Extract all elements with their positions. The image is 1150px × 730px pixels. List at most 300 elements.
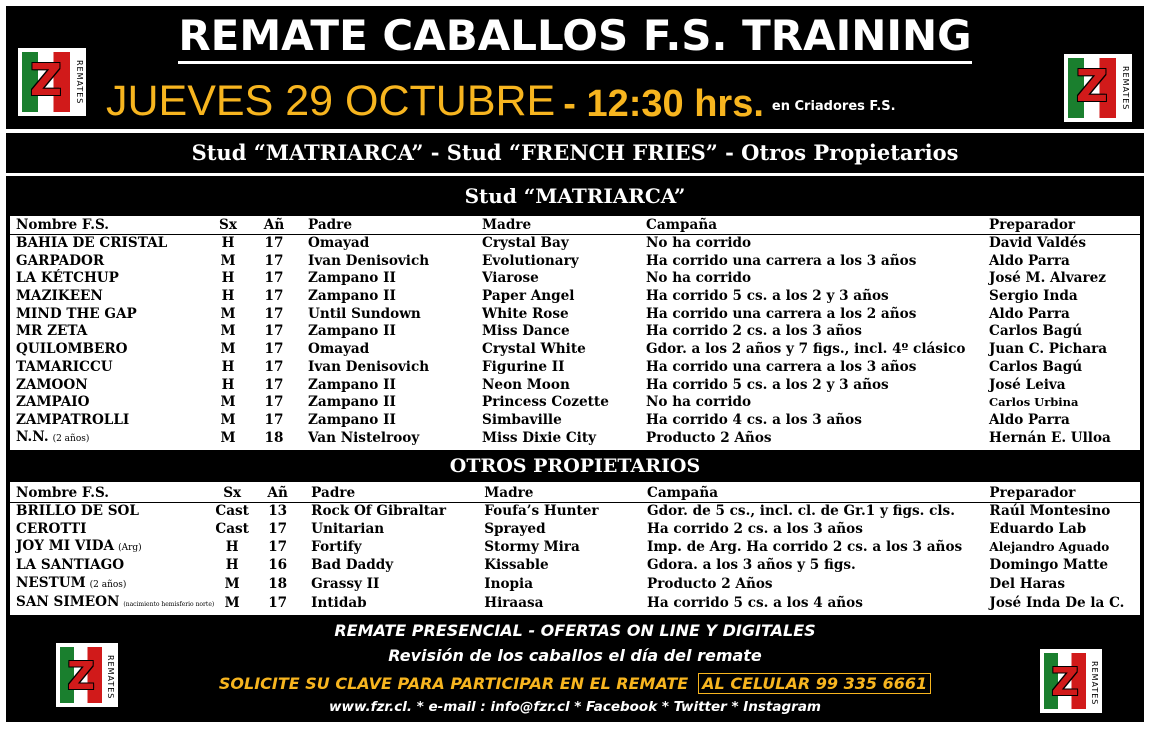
col-an: Añ bbox=[263, 217, 285, 234]
cell-sx-text: M bbox=[220, 252, 236, 269]
cell-madre bbox=[476, 288, 640, 306]
cell-nombre-text: NESTUM bbox=[16, 574, 86, 591]
cell-an bbox=[246, 288, 302, 306]
cell-campana-text: Ha corrido 2 cs. a los 3 años bbox=[647, 520, 863, 537]
cell-an-text: 16 bbox=[268, 557, 288, 574]
table-header bbox=[10, 217, 1140, 235]
cell-sx bbox=[210, 323, 246, 341]
col-nombre: Nombre F.S. bbox=[16, 485, 110, 502]
cell-campana bbox=[641, 594, 983, 613]
cell-campana bbox=[640, 270, 983, 288]
logo-letter: Z bbox=[1051, 660, 1079, 704]
cell-sx bbox=[210, 235, 246, 253]
cell-madre bbox=[476, 270, 640, 288]
cell-campana-text: Gdora. a los 3 años y 5 figs. bbox=[647, 557, 856, 574]
horse-note: (2 años) bbox=[89, 579, 127, 590]
table-row bbox=[10, 538, 1140, 557]
cell-madre bbox=[476, 341, 640, 359]
cell-madre bbox=[478, 557, 641, 575]
cell-padre-text: Bad Daddy bbox=[311, 557, 394, 574]
cell-sx bbox=[210, 288, 246, 306]
header-banner bbox=[6, 6, 1144, 129]
cell-padre bbox=[305, 520, 478, 538]
cell-an-text: 17 bbox=[264, 376, 284, 393]
cell-nombre-text: QUILOMBERO bbox=[16, 341, 128, 358]
cell-an-text: 17 bbox=[264, 323, 284, 340]
footer-line-2: Revisión de los caballos el día del remate bbox=[388, 646, 762, 665]
cell-sx-text: H bbox=[221, 270, 235, 287]
cell-nombre-text: ZAMPAIO bbox=[16, 394, 90, 411]
cell-sx bbox=[214, 520, 250, 538]
cell-an bbox=[250, 538, 305, 557]
cell-nombre bbox=[10, 557, 214, 575]
cell-preparador-text: Carlos Bagú bbox=[989, 323, 1083, 340]
cell-campana bbox=[640, 429, 983, 448]
table-border-right bbox=[1140, 216, 1144, 450]
logo-letter: Z bbox=[1076, 61, 1108, 112]
logo-side-text: REMATES bbox=[106, 654, 115, 700]
cell-padre-text: Fortify bbox=[311, 539, 362, 556]
cell-preparador-text: José Inda De la C. bbox=[989, 594, 1125, 611]
cell-an-text: 17 bbox=[268, 594, 288, 611]
cell-campana bbox=[640, 323, 983, 341]
cell-preparador-text: Sergio Inda bbox=[989, 288, 1078, 305]
col-an: Añ bbox=[267, 485, 288, 502]
cell-padre-text: Ivan Denisovich bbox=[308, 358, 430, 375]
cell-nombre-text: ZAMOON bbox=[16, 376, 88, 393]
cell-campana-text: Ha corrido 5 cs. a los 2 y 3 años bbox=[646, 288, 889, 305]
table-row bbox=[10, 359, 1140, 377]
cell-padre bbox=[302, 412, 476, 430]
cell-madre-text: Princess Cozette bbox=[482, 394, 609, 411]
table-row bbox=[10, 520, 1140, 538]
cell-padre-text: Zampano II bbox=[308, 376, 396, 393]
cell-nombre bbox=[10, 235, 210, 253]
cell-campana-text: Ha corrido 5 cs. a los 4 años bbox=[647, 594, 863, 611]
cell-preparador bbox=[983, 503, 1140, 521]
cell-preparador-text: Aldo Parra bbox=[989, 411, 1070, 428]
cell-madre bbox=[478, 503, 641, 521]
cell-preparador bbox=[983, 557, 1140, 575]
cell-sx bbox=[210, 341, 246, 359]
cell-an bbox=[250, 520, 305, 538]
cell-padre-text: Omayad bbox=[308, 235, 370, 252]
cell-madre-text: Foufa’s Hunter bbox=[484, 503, 599, 520]
cell-an-text: 17 bbox=[264, 235, 284, 252]
cell-sx bbox=[210, 394, 246, 412]
cell-campana-text: No ha corrido bbox=[646, 235, 752, 252]
table-row bbox=[10, 429, 1140, 448]
cell-nombre bbox=[10, 503, 214, 521]
cell-padre-text: Zampano II bbox=[308, 394, 396, 411]
cell-campana-text: No ha corrido bbox=[646, 270, 752, 287]
event-date: JUEVES 29 OCTUBRE bbox=[106, 77, 556, 125]
cell-nombre bbox=[10, 270, 210, 288]
section-title-matriarca: Stud “MATRIARCA” bbox=[6, 176, 1144, 216]
cell-padre bbox=[305, 594, 478, 613]
cell-nombre-text: BRILLO DE SOL bbox=[16, 503, 139, 520]
cell-sx bbox=[210, 376, 246, 394]
cell-nombre bbox=[10, 594, 214, 613]
cell-preparador-text: José M. Alvarez bbox=[989, 270, 1106, 287]
cell-nombre bbox=[10, 252, 210, 270]
cell-nombre bbox=[10, 575, 214, 594]
cell-madre-text: White Rose bbox=[482, 305, 569, 322]
cell-nombre-text: LA KÉTCHUP bbox=[16, 270, 119, 287]
cell-padre bbox=[302, 429, 476, 448]
cell-campana-text: Producto 2 Años bbox=[646, 430, 772, 447]
cell-preparador-text: Raúl Montesino bbox=[989, 503, 1111, 520]
cell-preparador-text: Juan C. Pichara bbox=[989, 341, 1108, 358]
cell-preparador bbox=[983, 538, 1140, 557]
cell-sx bbox=[210, 359, 246, 377]
cell-sx-text: M bbox=[220, 341, 236, 358]
cell-nombre-text: CEROTTI bbox=[16, 520, 87, 537]
cell-nombre bbox=[10, 412, 210, 430]
cell-nombre-text: SAN SIMEON bbox=[16, 593, 120, 610]
cell-madre-text: Figurine II bbox=[482, 358, 565, 375]
cell-madre-text: Sprayed bbox=[484, 520, 546, 537]
cell-madre bbox=[476, 359, 640, 377]
cell-madre bbox=[476, 305, 640, 323]
cell-campana bbox=[640, 305, 983, 323]
cell-nombre-text: ZAMPATROLLI bbox=[16, 411, 130, 428]
cell-preparador bbox=[983, 341, 1140, 359]
cell-padre-text: Omayad bbox=[308, 341, 370, 358]
col-padre: Padre bbox=[308, 217, 352, 234]
cell-padre-text: Grassy II bbox=[311, 575, 380, 592]
cell-an bbox=[246, 429, 302, 448]
cell-an-text: 18 bbox=[264, 430, 284, 447]
cell-preparador-text: David Valdés bbox=[989, 235, 1086, 252]
cell-preparador bbox=[983, 359, 1140, 377]
cell-madre bbox=[478, 538, 641, 557]
col-sx: Sx bbox=[223, 485, 242, 502]
cell-preparador bbox=[983, 323, 1140, 341]
cell-an-text: 18 bbox=[268, 575, 288, 592]
cell-campana-text: Ha corrido una carrera a los 3 años bbox=[646, 358, 917, 375]
cell-sx-text: H bbox=[221, 358, 235, 375]
cell-preparador-text: Del Haras bbox=[989, 575, 1066, 592]
cell-madre bbox=[478, 594, 641, 613]
col-madre: Madre bbox=[482, 217, 532, 234]
horses-table-matriarca bbox=[10, 217, 1140, 448]
footer-contact-links: www.fzr.cl. * e-mail : info@fzr.cl * Facebook * Twitter * Instagram bbox=[329, 699, 821, 715]
table-row bbox=[10, 305, 1140, 323]
cell-madre-text: Simbaville bbox=[482, 411, 562, 428]
cell-an bbox=[250, 503, 305, 521]
table-row bbox=[10, 503, 1140, 521]
cell-madre-text: Hiraasa bbox=[484, 594, 544, 611]
cell-sx-text: M bbox=[220, 411, 236, 428]
cell-sx bbox=[210, 429, 246, 448]
cell-an-text: 17 bbox=[264, 305, 284, 322]
studs-bar: Stud “MATRIARCA” - Stud “FRENCH FRIES” - Otros Propietarios bbox=[6, 133, 1144, 173]
cell-an-text: 17 bbox=[264, 341, 284, 358]
cell-madre-text: Crystal White bbox=[482, 341, 586, 358]
horse-note: (2 años) bbox=[52, 434, 90, 445]
cell-an bbox=[250, 557, 305, 575]
cell-nombre bbox=[10, 429, 210, 448]
cell-an bbox=[246, 235, 302, 253]
cell-sx bbox=[214, 557, 250, 575]
cell-nombre bbox=[10, 520, 214, 538]
cell-nombre-text: MR ZETA bbox=[16, 323, 88, 340]
cell-madre bbox=[476, 235, 640, 253]
cell-nombre bbox=[10, 305, 210, 323]
cell-an-text: 17 bbox=[268, 539, 288, 556]
cell-nombre bbox=[10, 288, 210, 306]
cell-sx-text: H bbox=[221, 288, 235, 305]
col-madre: Madre bbox=[484, 485, 534, 502]
cell-sx-text: H bbox=[225, 557, 239, 574]
cell-campana-text: Ha corrido 5 cs. a los 2 y 3 años bbox=[646, 376, 889, 393]
footer-phone: AL CELULAR 99 335 6661 bbox=[698, 673, 931, 694]
cell-preparador bbox=[983, 412, 1140, 430]
cell-padre bbox=[305, 503, 478, 521]
logo-letter: Z bbox=[67, 654, 95, 698]
cell-padre-text: Intidab bbox=[311, 594, 367, 611]
cell-madre-text: Viarose bbox=[482, 270, 539, 287]
cell-madre-text: Crystal Bay bbox=[482, 235, 569, 252]
cell-campana-text: Producto 2 Años bbox=[647, 575, 773, 592]
cell-preparador-text: Aldo Parra bbox=[989, 252, 1070, 269]
cell-madre bbox=[476, 376, 640, 394]
cell-padre-text: Rock Of Gibraltar bbox=[311, 503, 447, 520]
event-time: - 12:30 hrs. bbox=[563, 83, 764, 125]
cell-nombre bbox=[10, 538, 214, 557]
cell-madre-text: Kissable bbox=[484, 557, 549, 574]
cell-padre-text: Zampano II bbox=[308, 288, 396, 305]
cell-an-text: 17 bbox=[264, 270, 284, 287]
cell-padre bbox=[302, 252, 476, 270]
footer-clave-text: SOLICITE SU CLAVE PARA PARTICIPAR EN EL REMATE bbox=[218, 674, 689, 693]
cell-madre-text: Neon Moon bbox=[482, 376, 570, 393]
cell-campana bbox=[640, 359, 983, 377]
cell-padre bbox=[305, 557, 478, 575]
cell-padre bbox=[305, 538, 478, 557]
cell-campana bbox=[641, 538, 983, 557]
cell-preparador-text: Hernán E. Ulloa bbox=[989, 430, 1111, 447]
col-nombre: Nombre F.S. bbox=[16, 217, 110, 234]
cell-campana bbox=[640, 235, 983, 253]
cell-preparador bbox=[983, 429, 1140, 448]
cell-campana bbox=[641, 557, 983, 575]
cell-sx-text: M bbox=[220, 430, 236, 447]
cell-campana-text: Gdor. a los 2 años y 7 figs., incl. 4º clásico bbox=[646, 341, 966, 358]
cell-campana bbox=[641, 575, 983, 594]
cell-sx-text: H bbox=[221, 376, 235, 393]
cell-madre bbox=[478, 520, 641, 538]
cell-padre bbox=[302, 359, 476, 377]
cell-padre bbox=[302, 288, 476, 306]
cell-campana bbox=[641, 503, 983, 521]
logo-side-text: REMATES bbox=[1090, 660, 1099, 706]
logo-letter: Z bbox=[30, 55, 62, 106]
cell-an bbox=[250, 594, 305, 613]
logo-side-text: REMATES bbox=[1121, 65, 1130, 111]
cell-an bbox=[246, 270, 302, 288]
cell-nombre bbox=[10, 341, 210, 359]
date-line bbox=[106, 76, 896, 126]
cell-sx-text: H bbox=[221, 235, 235, 252]
horse-note: (nacimiento hemisferio norte) bbox=[123, 600, 215, 608]
cell-sx bbox=[214, 575, 250, 594]
col-campana: Campaña bbox=[646, 217, 718, 234]
cell-preparador bbox=[983, 376, 1140, 394]
cell-preparador bbox=[983, 394, 1140, 412]
cell-preparador bbox=[983, 288, 1140, 306]
table-border-right bbox=[1140, 482, 1144, 615]
cell-sx-text: Cast bbox=[215, 503, 249, 520]
col-sx: Sx bbox=[219, 217, 237, 234]
cell-an bbox=[246, 341, 302, 359]
cell-nombre-text: GARPADOR bbox=[16, 252, 105, 269]
cell-an-text: 17 bbox=[264, 358, 284, 375]
cell-sx-text: M bbox=[220, 394, 236, 411]
logo-right bbox=[1064, 54, 1132, 122]
cell-padre-text: Zampano II bbox=[308, 323, 396, 340]
cell-preparador bbox=[983, 252, 1140, 270]
cell-madre bbox=[476, 323, 640, 341]
logo-side-text: REMATES bbox=[75, 59, 84, 105]
cell-sx-text: H bbox=[225, 539, 239, 556]
cell-nombre bbox=[10, 376, 210, 394]
table-row bbox=[10, 341, 1140, 359]
cell-campana bbox=[640, 288, 983, 306]
cell-padre-text: Van Nistelrooy bbox=[308, 430, 420, 447]
cell-preparador bbox=[983, 235, 1140, 253]
cell-an bbox=[246, 305, 302, 323]
cell-sx-text: Cast bbox=[215, 520, 249, 537]
table-header bbox=[10, 485, 1140, 503]
table-row bbox=[10, 323, 1140, 341]
cell-an-text: 17 bbox=[264, 252, 284, 269]
cell-nombre bbox=[10, 394, 210, 412]
cell-nombre bbox=[10, 359, 210, 377]
cell-campana bbox=[640, 252, 983, 270]
footer-line-3 bbox=[6, 672, 1144, 696]
cell-sx-text: M bbox=[224, 594, 240, 611]
col-padre: Padre bbox=[311, 485, 356, 502]
cell-preparador-text: Domingo Matte bbox=[989, 557, 1109, 574]
cell-an bbox=[246, 323, 302, 341]
event-venue: en Criadores F.S. bbox=[771, 99, 896, 114]
cell-nombre-text: TAMARICCU bbox=[16, 358, 113, 375]
table-row bbox=[10, 575, 1140, 594]
cell-preparador-text: Alejandro Aguado bbox=[989, 540, 1110, 555]
cell-sx-text: M bbox=[220, 323, 236, 340]
cell-sx bbox=[210, 270, 246, 288]
cell-padre bbox=[302, 323, 476, 341]
cell-madre-text: Miss Dixie City bbox=[482, 430, 597, 447]
col-campana: Campaña bbox=[647, 485, 719, 502]
horses-table-otros bbox=[10, 485, 1140, 613]
cell-campana bbox=[640, 341, 983, 359]
cell-madre-text: Evolutionary bbox=[482, 252, 579, 269]
cell-preparador-text: Eduardo Lab bbox=[989, 520, 1087, 537]
cell-an bbox=[246, 394, 302, 412]
cell-an-text: 17 bbox=[264, 411, 284, 428]
cell-madre-text: Paper Angel bbox=[482, 288, 575, 305]
cell-campana bbox=[640, 376, 983, 394]
cell-sx bbox=[210, 412, 246, 430]
horse-note: (Arg) bbox=[118, 543, 142, 554]
cell-campana bbox=[640, 394, 983, 412]
section-title-otros: OTROS PROPIETARIOS bbox=[6, 450, 1144, 482]
cell-an bbox=[250, 575, 305, 594]
cell-padre-text: Unitarian bbox=[311, 520, 385, 537]
cell-preparador bbox=[983, 575, 1140, 594]
col-preparador: Preparador bbox=[989, 217, 1076, 234]
cell-sx bbox=[214, 538, 250, 557]
cell-padre bbox=[302, 305, 476, 323]
cell-padre bbox=[302, 376, 476, 394]
cell-an-text: 17 bbox=[264, 288, 284, 305]
cell-padre-text: Until Sundown bbox=[308, 305, 421, 322]
col-preparador: Preparador bbox=[989, 485, 1076, 502]
cell-madre bbox=[476, 394, 640, 412]
cell-campana-text: Ha corrido 2 cs. a los 3 años bbox=[646, 323, 862, 340]
table-row bbox=[10, 235, 1140, 253]
cell-madre bbox=[476, 252, 640, 270]
cell-padre bbox=[305, 575, 478, 594]
cell-an bbox=[246, 376, 302, 394]
cell-preparador bbox=[983, 305, 1140, 323]
cell-madre bbox=[476, 412, 640, 430]
cell-sx bbox=[210, 252, 246, 270]
cell-padre bbox=[302, 394, 476, 412]
cell-nombre-text: BAHIA DE CRISTAL bbox=[16, 235, 168, 252]
cell-nombre-text: JOY MI VIDA bbox=[16, 538, 115, 555]
cell-campana-text: Gdor. de 5 cs., incl. cl. de Gr.1 y figs. cls. bbox=[647, 503, 955, 520]
table-row bbox=[10, 270, 1140, 288]
table-row bbox=[10, 288, 1140, 306]
cell-campana bbox=[641, 520, 983, 538]
cell-preparador bbox=[983, 270, 1140, 288]
cell-padre-text: Zampano II bbox=[308, 411, 396, 428]
cell-preparador-text: Aldo Parra bbox=[989, 305, 1070, 322]
cell-an bbox=[246, 252, 302, 270]
cell-preparador-text: Carlos Urbina bbox=[989, 395, 1079, 410]
cell-nombre-text: MAZIKEEN bbox=[16, 288, 103, 305]
cell-an-text: 13 bbox=[268, 503, 288, 520]
cell-preparador bbox=[983, 520, 1140, 538]
table-row bbox=[10, 376, 1140, 394]
cell-madre bbox=[478, 575, 641, 594]
cell-sx bbox=[210, 305, 246, 323]
cell-an bbox=[246, 359, 302, 377]
cell-an-text: 17 bbox=[268, 520, 288, 537]
cell-padre-text: Ivan Denisovich bbox=[308, 252, 430, 269]
cell-nombre-text: MIND THE GAP bbox=[16, 305, 137, 322]
cell-padre bbox=[302, 270, 476, 288]
footer-banner bbox=[6, 615, 1144, 722]
cell-campana bbox=[640, 412, 983, 430]
footer-line-1: REMATE PRESENCIAL - OFERTAS ON LINE Y DIGITALES bbox=[334, 621, 816, 640]
cell-campana-text: Imp. de Arg. Ha corrido 2 cs. a los 3 años bbox=[647, 539, 963, 556]
cell-campana-text: Ha corrido 4 cs. a los 3 años bbox=[646, 411, 862, 428]
page-title: REMATE CABALLOS F.S. TRAINING bbox=[6, 12, 1144, 60]
cell-nombre-text: N.N. bbox=[16, 429, 49, 446]
table-row bbox=[10, 557, 1140, 575]
cell-sx bbox=[214, 503, 250, 521]
cell-sx-text: M bbox=[220, 305, 236, 322]
cell-sx-text: M bbox=[224, 575, 240, 592]
cell-campana-text: Ha corrido una carrera a los 3 años bbox=[646, 252, 917, 269]
cell-padre bbox=[302, 235, 476, 253]
table-row bbox=[10, 252, 1140, 270]
